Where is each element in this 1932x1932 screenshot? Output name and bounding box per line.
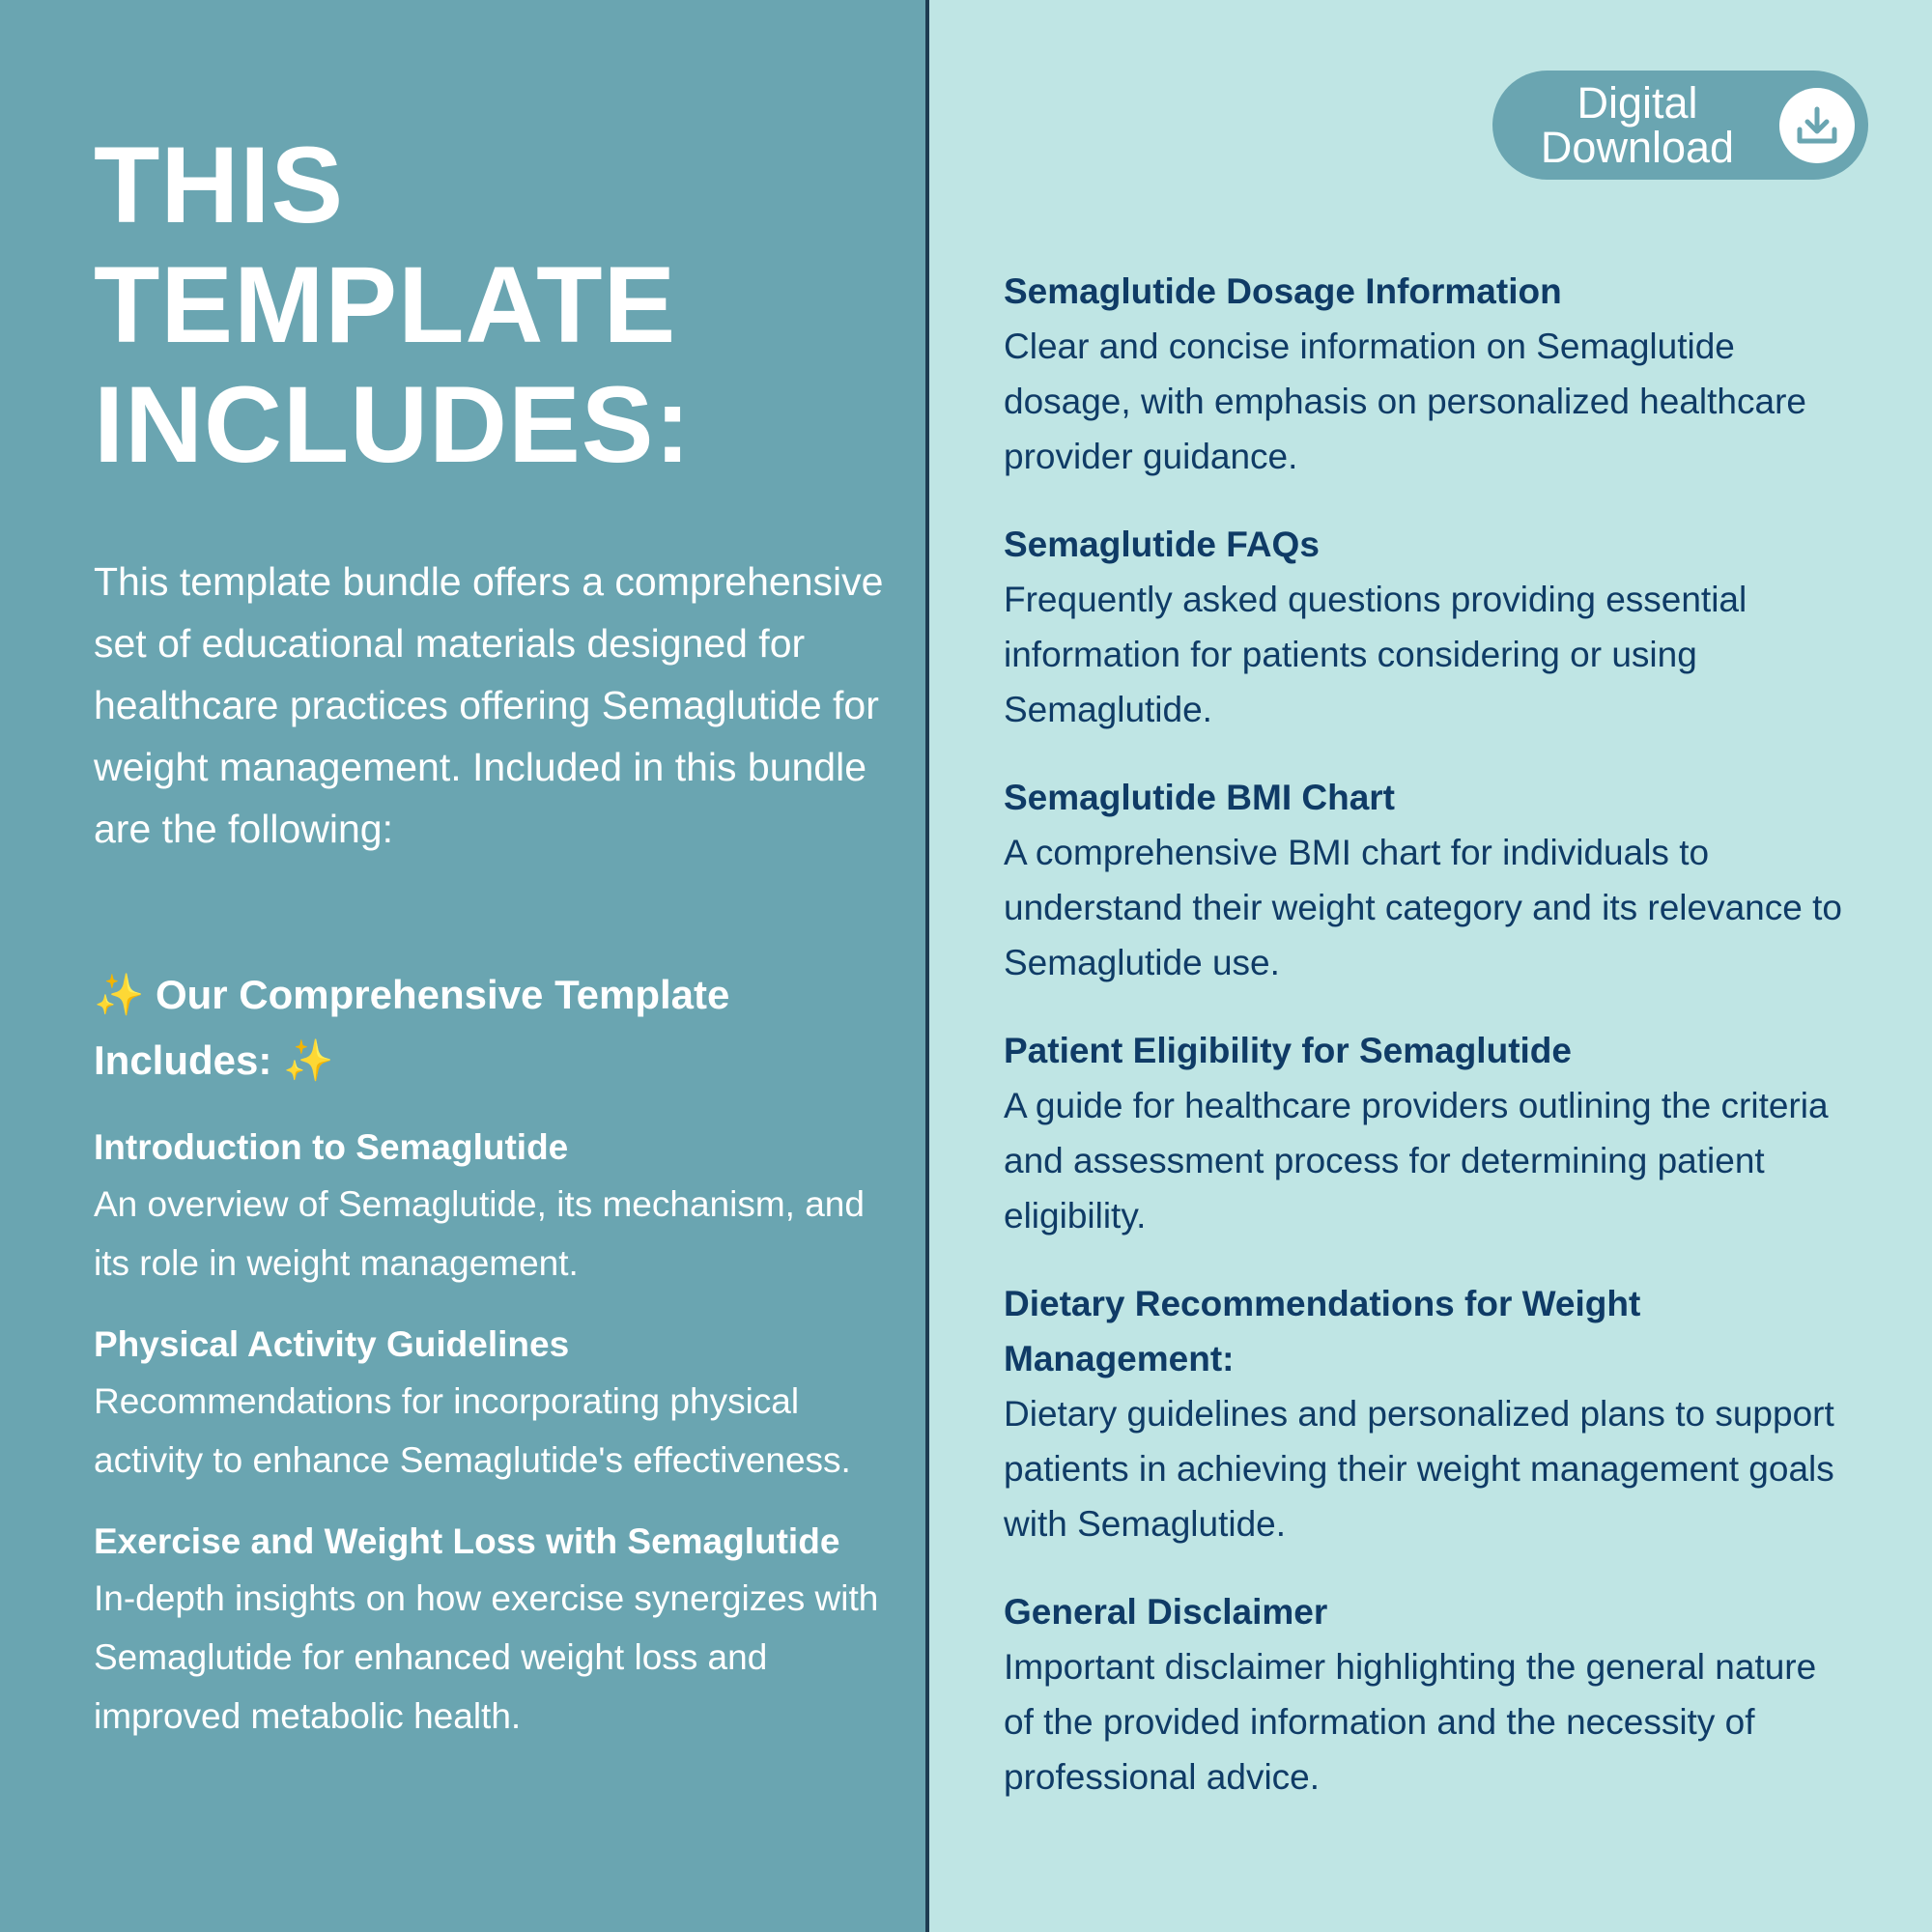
list-item	[1004, 1584, 1854, 1804]
item-title: General Disclaimer	[1004, 1592, 1328, 1632]
download-badge-text	[1492, 77, 1782, 172]
list-item	[94, 1515, 905, 1746]
main-title-line-3: INCLUDES:	[94, 364, 692, 485]
comprehensive-heading-text: Our Comprehensive Template Includes:	[94, 972, 730, 1083]
comprehensive-heading	[94, 962, 886, 1094]
item-description: Dietary guidelines and personalized plans to support patients in achieving their weight management goals with Semaglutide.	[1004, 1394, 1834, 1544]
item-title: Dietary Recommendations for Weight Management:	[1004, 1284, 1641, 1378]
item-description: Frequently asked questions providing essential information for patients considering or using Semaglutide.	[1004, 580, 1747, 729]
list-item	[1004, 1276, 1854, 1551]
intro-paragraph: This template bundle offers a comprehensive set of educational materials designed for healthcare practices offering Semaglutide for weight management. Included in this bundle are the following:	[94, 559, 884, 851]
list-item	[1004, 517, 1854, 737]
download-badge-line-2: Download	[1540, 122, 1735, 172]
digital-download-badge[interactable]	[1492, 71, 1868, 180]
main-title-line-1: THIS	[94, 125, 345, 245]
list-item	[1004, 264, 1854, 484]
item-title: Semaglutide FAQs	[1004, 525, 1320, 564]
item-description: A comprehensive BMI chart for individuals to understand their weight category and its relevance to Semaglutide use.	[1004, 833, 1842, 982]
download-icon	[1779, 88, 1855, 163]
item-description: An overview of Semaglutide, its mechanism, and its role in weight management.	[94, 1184, 865, 1283]
list-item	[1004, 770, 1854, 990]
item-description: A guide for healthcare providers outlining the criteria and assessment process for determining patient eligibility.	[1004, 1086, 1829, 1236]
sparkle-icon: ✨	[94, 972, 145, 1017]
main-title	[94, 126, 905, 485]
right-item-list	[1004, 264, 1854, 1837]
list-item	[94, 1318, 905, 1490]
item-description: Clear and concise information on Semaglutide dosage, with emphasis on personalized healthcare provider guidance.	[1004, 327, 1806, 476]
list-item	[1004, 1023, 1854, 1243]
item-description: Important disclaimer highlighting the general nature of the provided information and the necessity of professional advice.	[1004, 1647, 1817, 1797]
item-title: Introduction to Semaglutide	[94, 1127, 569, 1167]
main-title-line-2: TEMPLATE	[94, 244, 677, 365]
item-title: Exercise and Weight Loss with Semaglutide	[94, 1521, 840, 1561]
sparkle-icon: ✨	[283, 1037, 334, 1083]
download-badge-line-1: Digital	[1577, 77, 1698, 128]
item-title: Physical Activity Guidelines	[94, 1324, 570, 1364]
item-title: Patient Eligibility for Semaglutide	[1004, 1031, 1572, 1070]
item-title: Semaglutide Dosage Information	[1004, 271, 1562, 311]
left-item-list	[94, 1121, 905, 1771]
list-item	[94, 1121, 905, 1293]
item-title: Semaglutide BMI Chart	[1004, 778, 1395, 817]
item-description: In-depth insights on how exercise synergizes with Semaglutide for enhanced weight loss and improved metabolic health.	[94, 1578, 879, 1736]
item-description: Recommendations for incorporating physical activity to enhance Semaglutide's effectiveness.	[94, 1381, 851, 1480]
